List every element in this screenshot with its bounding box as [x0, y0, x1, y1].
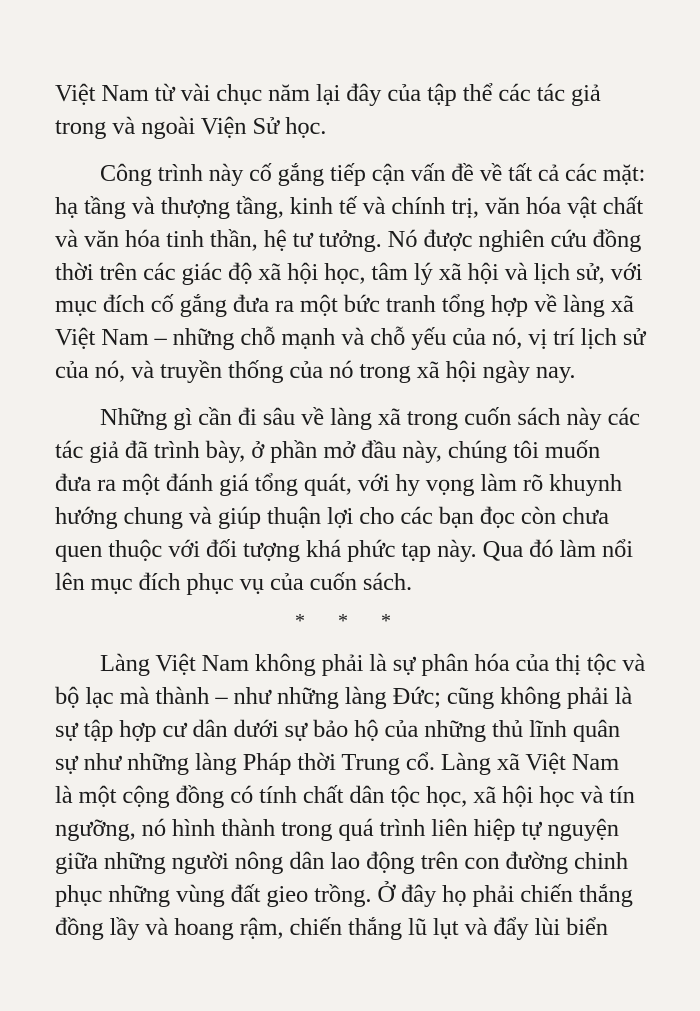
text-line: phục những vùng đất gieo trồng. Ở đây họ phải chiến thắng [55, 881, 633, 908]
text-line: thời trên các giác độ xã hội học, tâm lý xã hội và lịch sử, với [55, 259, 643, 286]
text-line: đồng lầy và hoang rậm, chiến thắng lũ lụt và đẩy lùi biển [55, 914, 608, 941]
text-line: hạ tầng và thượng tầng, kinh tế và chính trị, văn hóa vật chất [55, 193, 644, 220]
text-line: và văn hóa tinh thần, hệ tư tưởng. Nó được nghiên cứu đồng [55, 226, 642, 253]
text-line: Việt Nam – những chỗ mạnh và chỗ yếu của nó, vị trí lịch sử [55, 324, 646, 351]
text-line: tác giả đã trình bày, ở phần mở đầu này, chúng tôi muốn [55, 437, 601, 464]
text-line: trong và ngoài Viện Sử học. [55, 113, 327, 140]
text-line: sự tập hợp cư dân dưới sự bảo hộ của những thủ lĩnh quân [55, 716, 621, 743]
text-line: sự như những làng Pháp thời Trung cổ. Làng xã Việt Nam [55, 749, 620, 776]
text-line: Những gì cần đi sâu về làng xã trong cuốn sách này các [100, 404, 640, 431]
text-line: Công trình này cố gắng tiếp cận vấn đề về tất cả các mặt: [100, 160, 646, 187]
text-line: Làng Việt Nam không phải là sự phân hóa của thị tộc và [100, 650, 646, 677]
text-line: quen thuộc với đối tượng khá phức tạp này. Qua đó làm nổi [55, 536, 633, 563]
text-line: đưa ra một đánh giá tổng quát, với hy vọng làm rõ khuynh [55, 470, 623, 497]
text-line: Việt Nam từ vài chục năm lại đây của tập thể các tác giả [55, 80, 601, 107]
text-line: lên mục đích phục vụ của cuốn sách. [55, 569, 413, 596]
text-line: giữa những người nông dân lao động trên con đường chinh [55, 848, 628, 875]
section-separator: * * * [295, 610, 405, 632]
text-line: là một cộng đồng có tính chất dân tộc học, xã hội học và tín [55, 782, 635, 809]
text-line: ngưỡng, nó hình thành trong quá trình liên hiệp tự nguyện [55, 815, 619, 842]
text-line: hướng chung và giúp thuận lợi cho các bạn đọc còn chưa [55, 503, 609, 530]
text-line: của nó, và truyền thống của nó trong xã hội ngày nay. [55, 357, 576, 384]
text-line: bộ lạc mà thành – như những làng Đức; cũng không phải là [55, 683, 633, 710]
text-line: mục đích cố gắng đưa ra một bức tranh tổng hợp về làng xã [55, 291, 634, 318]
